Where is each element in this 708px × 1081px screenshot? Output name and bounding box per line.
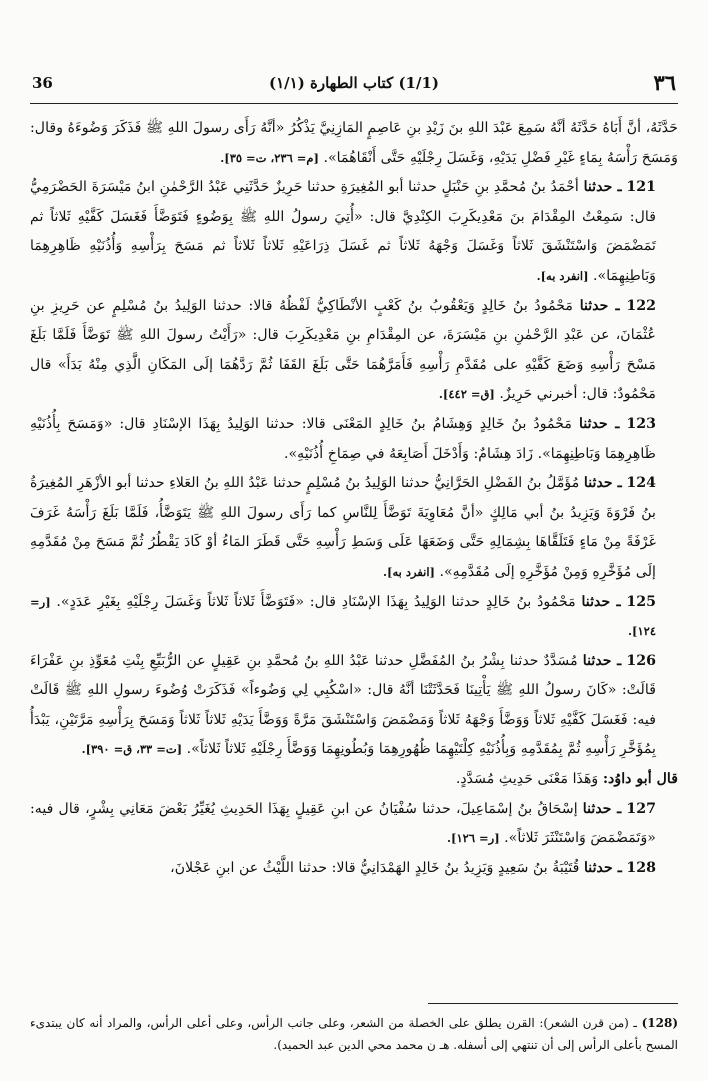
hadith-paragraph <box>30 588 678 647</box>
hadith-paragraph <box>30 292 678 410</box>
hadith-paragraph <box>30 795 678 854</box>
hadith-text: مُؤَمَّلُ بنُ الفَضْلِ الحَرَّانِيُّ حدثنا الوَلِيدُ بنُ مُسْلِمٍ حدثنا عَبْدُ اللهِ بنُ العَلاءِ حدثنا أبو الأزْهَرِ المُغِيرَةُ بنُ فَرْوَةَ وَيَزِيدُ بنُ أبي مَالِكٍ «أنَّ مُعَاوِيَةَ تَوَضَّأَ لِلنَّاسِ كما رَأَى رسولَ اللهِ ﷺ يَتَوَضَّأُ، فَلَمَّا بَلَغَ رَأْسَهُ غَرَفَ غَرْفَةً مِنْ مَاءٍ فَتَلَقَّاهَا بِشِمَالِهِ حَتَّى وَضَعَهَا عَلَى وَسَطِ رَأْسِهِ حَتَّى قَطَرَ المَاءُ أوْ كَادَ يَقْطُرُ ثُمَّ مَسَحَ مِنْ مُقَدَّمِهِ إلَى مُؤَخَّرِهِ وَمِنْ مُؤَخَّرِهِ إلَى مُقَدَّمِهِ». <box>30 475 656 580</box>
page-number: 36 <box>32 74 53 92</box>
reference-note: [ر= ١٢٦]. <box>447 831 500 846</box>
page-number-arabic: ٣٦ <box>653 70 676 95</box>
hadith-number: 125 <box>626 593 657 610</box>
hadith-paragraph <box>30 114 678 173</box>
hadith-number: 124 <box>626 475 656 492</box>
hadith-text: مَحْمُودُ بنُ خَالِدٍ حدثنا الوَلِيدُ بِهَذَا الإسْنَادِ قال: «فَتَوَضَّأَ ثَلاثاً ثَلاثاً وَغَسَلَ رِجْلَيْهِ بِغَيْرِ عَدَدٍ». <box>56 593 576 610</box>
hadith-text: مَحْمُودُ بنُ خَالِدٍ وَهِشَامُ بنُ خَالِدٍ المَعْنَى قالا: حدثنا الوَلِيدُ بِهَذَا الإسْنَادِ قال: «وَمَسَحَ بِأُذُنَيْهِ ظَاهِرِهِمَا وَبَاطِنِهِمَا». زَادَ هِشَامٌ: وَأَدْخَلَ أَصَابِعَهُ في صِمَاخِ أُذُنَيْهِ». <box>30 415 656 462</box>
hadith-text: مَحْمُودُ بنُ خَالِدٍ وَيَعْقُوبُ بنُ كَعْبٍ الأنْطَاكِيُّ لَفْظُهُ قالا: حدثنا الوَلِيدُ بنُ مُسْلِمٍ عن حَرِيزِ بنِ عُثْمَانَ، عن عَبْدِ الرَّحْمٰنِ بنِ مَيْسَرَةَ، عن المِقْدَامِ بنِ مَعْدِيكَرِبَ قال: «رَأَيْتُ رسولَ اللهِ ﷺ تَوَضَّأَ فَلَمَّا بَلَغَ مَسْحَ رَأْسِهِ وَضَعَ كَفَّيْهِ على مُقَدَّمِ رَأْسِهِ فَأَمَرَّهُمَا حَتَّى بَلَغَ القَفَا ثُمَّ رَدَّهُمَا إلَى المَكَانِ الَّذِي مِنْهُ بَدَأَ» قال مَحْمُودٌ: قال: أخبرني حَرِيزٌ. <box>30 297 656 403</box>
hadith-opener: ـ حدثنا <box>583 179 622 196</box>
hadith-number: 128 <box>626 859 656 876</box>
reference-note: [ق= ٤٤٢]. <box>438 387 495 402</box>
page-header <box>30 70 678 100</box>
hadith-opener: ـ حدثنا <box>582 652 622 669</box>
hadith-opener: ـ حدثنا <box>581 593 621 610</box>
footnote <box>30 1012 678 1056</box>
reference-note: [ر= ١٢٤]. <box>30 594 656 639</box>
hadith-text: حَدَّثَهُ، أنَّ أَبَاهُ حَدَّثَهُ أنَّهُ سَمِعَ عَبْدَ اللهِ بنَ زَيْدِ بنِ عَاصِمٍ المَازِنِيَّ يَذْكُرُ «أنَّهُ رَأَى رسولَ اللهِ ﷺ فَذَكَرَ وَضُوءَهُ وقال: وَمَسَحَ رَأْسَهُ بِمَاءٍ غَيْرِ فَضْلِ يَدَيْهِ، وَغَسَلَ رِجْلَيْهِ حَتَّى أَنْقَاهُمَا». <box>30 120 678 166</box>
hadith-paragraph <box>30 410 678 469</box>
reference-note: [انفرد به]. <box>536 268 589 283</box>
hadith-number: 123 <box>626 415 656 432</box>
hadith-paragraph <box>30 173 678 291</box>
reference-note: [ت= ٣٣، ق= ٣٩٠]. <box>81 742 183 757</box>
footnote-number: (128) <box>641 1016 678 1030</box>
footnote-divider <box>428 1003 678 1004</box>
commentary-opener: قال أبو داوُد: <box>602 771 678 788</box>
hadith-text: أحْمَدُ بنُ مُحمَّدِ بنِ حَنْبَلٍ حدثنا أبو المُغِيرَةِ حدثنا حَرِيزٌ حَدَّثَنِي عَبْدُ الرَّحْمٰنِ ابنُ مَيْسَرَةَ الحَضْرَمِيُّ قال: سَمِعْتُ المِقْدَامَ بنَ مَعْدِيكَرِبَ الكِنْدِيَّ قال: «أُتِيَ رسولُ اللهِ ﷺ بِوَضُوءٍ فَتَوَضَّأَ فَغَسَلَ كَفَّيْهِ ثَلاثاً ثم تَمَضْمَضَ وَاسْتَنْشَقَ ثَلاثاً وَغَسَلَ وَجْهَهُ ثَلاثاً ثم غَسَلَ ذِرَاعَيْهِ ثَلاثاً ثَلاثاً ثم مَسَحَ بِرَأْسِهِ وَأُذُنَيْهِ ظَاهِرِهِمَا وَبَاطِنِهِمَا». <box>30 179 656 284</box>
hadith-opener: ـ حدثنا <box>582 800 622 817</box>
hadith-opener: ـ حدثنا <box>579 415 620 432</box>
hadith-opener: ـ حدثنا <box>579 297 620 314</box>
footnote-text: ـ (من قرن الشعر): القرن يطلق على الخصلة من الشعر، وعلى جانب الرأس، وعلى أعلى الرأس، والمراد أنه كان يبتدىء المسح بأعلى الرأس إلى أن تنتهي إلى أسفله. هـ ن محمد محي الدين عبد الحميد). <box>30 1016 678 1052</box>
hadith-text: قُتَيْبَةُ بنُ سَعِيدٍ وَيَزِيدُ بنُ خَالِدٍ الهَمْدَانِيُّ قالا: حدثنا اللَّيْثُ عن ابنِ عَجْلانَ، <box>170 859 580 876</box>
hadith-number: 126 <box>626 652 656 669</box>
commentary-text: وَهَذَا مَعْنَى حَدِيثِ مُسَدَّدٍ. <box>455 771 599 788</box>
running-title: (1/1) كتاب الطهارة (١/١) <box>268 74 440 92</box>
reference-note: [انفرد به]. <box>383 564 435 579</box>
hadith-number: 127 <box>626 800 656 817</box>
hadith-paragraph <box>30 647 678 765</box>
hadith-paragraph <box>30 854 678 884</box>
commentary-paragraph <box>30 765 678 795</box>
hadith-opener: ـ حدثنا <box>583 475 622 492</box>
hadith-text: مُسَدَّدٌ حدثنا بِشْرُ بنُ المُفَضَّلِ حدثنا عَبْدُ اللهِ بنُ مُحمَّدِ بنِ عَقِيلٍ عن الرُّبَيِّعِ بِنْتِ مُعَوِّذِ بنِ عَفْرَاءَ قَالَتْ: «كَانَ رسولُ اللهِ ﷺ يَأْتِينَا فَحَدَّثَتْنَا أنَّهُ قال: «اسْكُبِي لِي وَضُوءاً» فَذَكَرَتْ وُضُوءَ رسولِ اللهِ ﷺ قَالَتْ فيه: فَغَسَلَ كَفَّيْهِ ثَلاثاً وَوَضَّأَ وَجْهَهُ ثَلاثاً وَمَضْمَضَ وَاسْتَنْشَقَ مَرَّةً وَوَضَّأَ يَدَيْهِ ثَلاثاً ثَلاثاً وَمَسَحَ بِرَأْسِهِ مَرَّتَيْنِ، يَبْدَأُ بِمُؤَخَّرِ رَأْسِهِ ثُمَّ بِمُقَدَّمِهِ وَبِأُذُنَيْهِ كِلْتَيْهِمَا ظُهُورِهِمَا وَبُطُونِهِمَا وَوَضَّأَ رِجْلَيْهِ ثَلاثاً ثَلاثاً». <box>30 652 656 758</box>
hadith-text-body <box>30 114 678 883</box>
hadith-number: 121 <box>626 179 656 196</box>
hadith-opener: ـ حدثنا <box>583 859 622 876</box>
hadith-number: 122 <box>626 297 656 314</box>
header-divider <box>30 103 678 104</box>
reference-note: [م= ٢٣٦، ت= ٣٥]. <box>220 150 319 165</box>
hadith-paragraph <box>30 469 678 587</box>
hadith-text: إسْحَاقُ بنُ إسْمَاعِيلَ، حدثنا سُفْيَانُ عن ابنِ عَقِيلٍ بِهَذَا الحَدِيثِ يُغَيِّرُ بَعْضَ مَعَانِي بِشْرٍ، قال فيه: «وَتَمَضْمَضَ وَاسْتَنْثَرَ ثَلاثاً». <box>30 800 656 847</box>
